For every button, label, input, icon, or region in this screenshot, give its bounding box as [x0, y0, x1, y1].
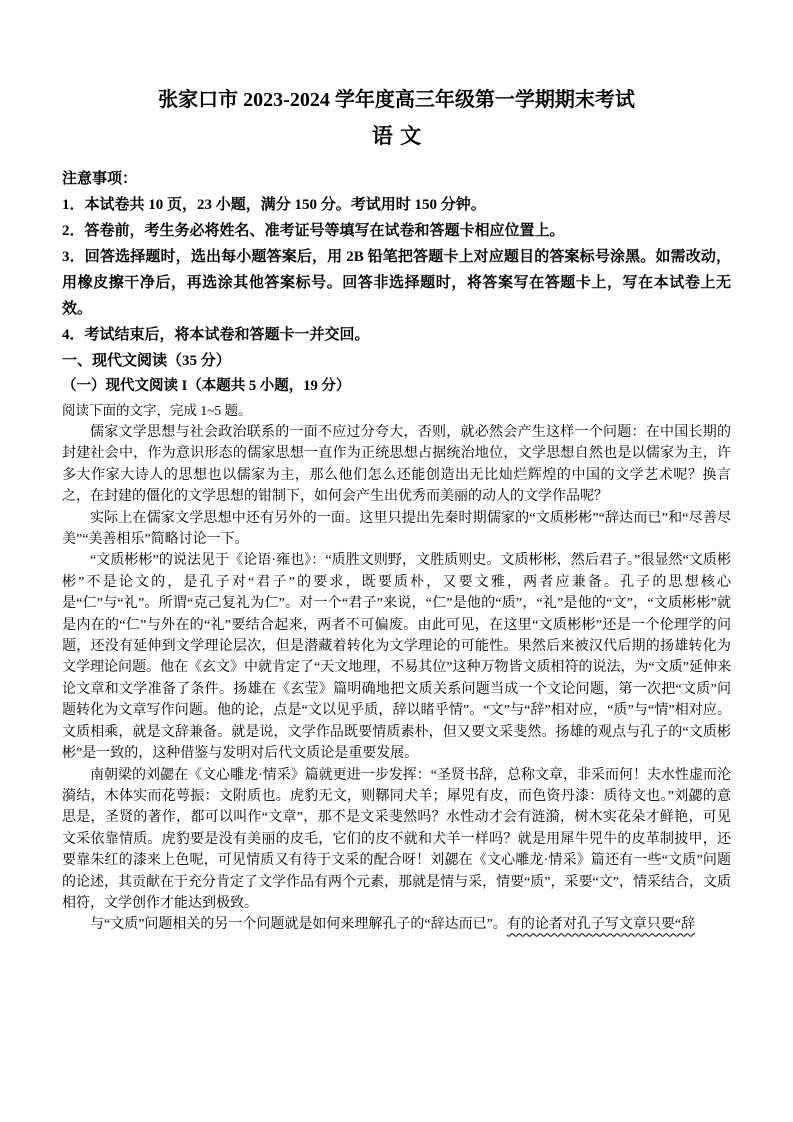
notice-section [62, 166, 731, 348]
passage-paragraph-1: 儒家文学思想与社会政治联系的一面不应过分夸大，否则，就必然会产生这样一个问题：在中国长期的封建社会中，作为意识形态的儒家思想一直作为正统思想占据统治地位，文学思想自然也是以儒家为主，许多大作家大诗人的思想也以儒家为主，那么他们怎么还能创造出无比灿烂辉煌的中国的文学艺术呢？换言之，在封建的僵化的文学思想的钳制下，如何会产生出优秀而美丽的动人的文学作品呢？ [62, 425, 731, 505]
reading-instruction: 阅读下面的文字，完成 1~5 题。 [62, 403, 252, 418]
section-subheading: （一）现代文阅读 I（本题共 5 小题，19 分） [62, 378, 351, 394]
notice-item-2: 2．答卷前，考生务必将姓名、准考证号等填写在试卷和答题卡相应位置上。 [62, 223, 565, 239]
underlined-clause: 有的论者对孔子写文章只要“辞 [506, 917, 696, 933]
passage-paragraph-2: 实际上在儒家文学思想中还有另外的一面。这里只提出先秦时期儒家的“文质彬彬”“辞达而已”和“尽善尽美”“美善相乐”简略讨论一下。 [62, 510, 731, 548]
passage-paragraph-5 [62, 914, 731, 935]
reading-section [62, 348, 731, 936]
notice-item-3: 3．回答选择题时，选出每小题答案后，用 2B 铅笔把答题卡上对应题目的答案标号涂黑。如需改动，用橡皮擦干净后，再选涂其他答案标号。回答非选择题时，将答案写在答题卡上，写在本试卷上无效。 [62, 249, 731, 317]
exam-subject: 语文 [371, 124, 429, 148]
last-paragraph-text: 与“文质”问题相关的另一个问题就是如何来理解孔子的“辞达而已”。 [90, 917, 507, 933]
passage-paragraph-4: 南朝梁的刘勰在《文心雕龙·情采》篇就更进一步发挥：“圣贤书辞，总称文章，非采而何！夫水性虚而沦漪结，木体实而花萼振：文附质也。虎豹无文，则鞹同犬羊；犀兕有皮，而色资丹漆：质待文也。”刘勰的意思是，圣贤的著作，都可以叫作“文章”，那不是文采斐然吗？水性动才会有涟漪，树木实花朵才鲜艳，可见文采依靠情质。虎豹要是没有美丽的皮毛，它们的皮不就和犬羊一样吗？就是用犀牛兕牛的皮革制披甲，还要靠朱红的漆来上色呢，可见情质又有待于文采的配合呀！刘勰在《文心雕龙·情采》篇还有一些“文质”问题的论述，其贡献在于充分肯定了文学作品有两个元素，那就是情与采，情要“质”，采要“文”，情采结合，文质相符，文学创作才能达到极致。 [62, 767, 731, 911]
passage-paragraph-3: “文质彬彬”的说法见于《论语·雍也》：“质胜文则野，文胜质则史。文质彬彬，然后君子。”很显然“文质彬彬”不是论文的，是孔子对“君子”的要求，既要质朴，又要文雅，两者应兼备。孔子的思想核心是“仁”与“礼”。所谓“克己复礼为仁”。对一个“君子”来说，“仁”是他的“质”，“礼”是他的“文”，“文质彬彬”就是内在的“仁”与外在的“礼”要结合起来，两者不可偏废。由此可见，在这里“文质彬彬”还是一个伦理学的问题，还没有延伸到文学理论层次，但是潜藏着转化为文学理论的可能性。果然后来被汉代后期的扬雄转化为文学理论问题。他在《玄文》中就肯定了“天文地理，不易其位”这种万物皆文质相符的说法，为“文质”延伸来论文章和文学准备了条件。扬雄在《玄莹》篇明确地把文质关系问题当成一个文论问题，第一次把“文质”问题转化为文章写作问题。他的论，点是“文以见乎质，辞以睹乎情”。“文”与“辞”相对应，“质”与“情”相对应。文质相乘，就是文辞兼备。就是说，文学作品既要情质素朴，但又要文采斐然。扬雄的观点与孔子的“文质彬彬”是一致的，这种借鉴与发明对后代文质论是重要发展。 [62, 553, 731, 762]
notice-item-1: 1．本试卷共 10 页，23 小题，满分 150 分。考试用时 150 分钟。 [62, 197, 486, 213]
exam-title: 张家口市 2023-2024 学年度高三年级第一学期期末考试 [158, 89, 635, 111]
notice-item-4: 4．考试结束后，将本试卷和答题卡一并交回。 [62, 327, 370, 343]
passage [62, 422, 731, 936]
section-heading: 一、现代文阅读（35 分） [62, 353, 231, 369]
notice-heading: 注意事项： [62, 171, 138, 187]
